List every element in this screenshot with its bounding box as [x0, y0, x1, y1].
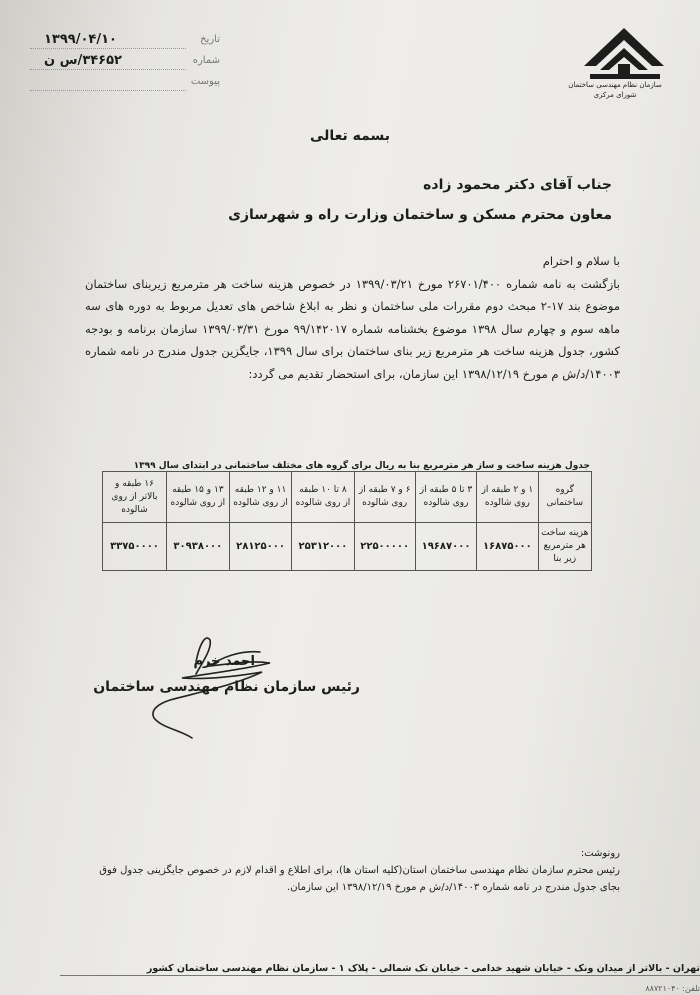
date-label: تاریخ: [200, 34, 220, 45]
table-header-row: [103, 472, 592, 523]
table-cell: ۳۰۹۳۸۰۰۰: [166, 523, 229, 571]
org-name: سازمان نظام مهندسی ساختمان: [568, 81, 662, 89]
column-header: ۶ و ۷ طبقه از روی شالوده: [354, 472, 415, 523]
date-underline: [30, 48, 186, 49]
table-cell: ۱۶۸۷۵۰۰۰: [477, 523, 538, 571]
table-cell: ۳۳۷۵۰۰۰۰: [103, 523, 167, 571]
cc-text: رئیس محترم سازمان نظام مهندسی ساختمان استان(کلیه استان ها)، برای اطلاع و اقدام لازم در خصوص جایگزینی جدول فوق بجای جدول مندرج در نامه شماره ۱۴۰۰۳/د/ش م مورخ ۱۳۹۸/۱۲/۱۹ این سازمان.: [99, 865, 620, 893]
greeting: با سلام و احترام: [542, 254, 620, 268]
table-cell: ۲۲۵۰۰۰۰۰: [354, 523, 415, 571]
table-row: [103, 523, 592, 571]
table-cell: ۱۹۶۸۷۰۰۰: [415, 523, 476, 571]
column-header: ۱۳ و ۱۵ طبقه از روی شالوده: [166, 472, 229, 523]
number-label: شماره: [192, 55, 220, 66]
table-cell: ۲۸۱۲۵۰۰۰: [229, 523, 292, 571]
footer-phone: تلفن: ۸۸۷۲۱۰۴۰: [645, 984, 700, 993]
attachment-label: پیوست: [190, 76, 220, 87]
addressee: [228, 170, 612, 230]
org-sub: شورای مرکزی: [593, 91, 637, 99]
footer-address: تهران - بالاتر از میدان ونک - خیابان شهید خدامی - خیابان تک شمالی - پلاک ۱ - سازمان نظام مهندسی ساختمان کشور: [146, 963, 700, 974]
column-header: ۱۶ طبقه و بالاتر از روی شالوده: [103, 472, 167, 523]
signatory-title: رئیس سازمان نظام مهندسی ساختمان: [93, 679, 360, 695]
body-paragraph: بازگشت به نامه شماره ۲۶۷۰۱/۴۰۰ مورخ ۱۳۹۹/۰۳/۲۱ در خصوص هزینه ساخت هر مترمربع زیربنای ساختمان موضوع بند ۱۷-۲ مبحث دوم مقررات ملی ساختمان و نظر به ابلاغ شاخص های تعدیل مربوط به دوره های سه ماهه سوم و چهارم سال ۱۳۹۸ موضوع بخشنامه شماره ۹۹/۱۴۲۰۱۷ مورخ ۱۳۹۹/۰۳/۳۱ سازمان برنامه و بودجه کشور، جدول هزینه ساخت هر مترمربع زیر بنای ساختمان برای سال ۱۳۹۹، جایگزین جدول مندرج در نامه شماره ۱۴۰۰۳/د/ش م مورخ ۱۳۹۸/۱۲/۱۹ این سازمان، برای استحضار تقدیم می گردد:: [85, 276, 621, 381]
column-header: ۱ و ۲ طبقه از روی شالوده: [477, 472, 538, 523]
date-row: [30, 32, 220, 53]
attachment-row: [30, 74, 220, 95]
number-underline: [30, 69, 186, 70]
row-label: هزینه ساخت هر مترمربع زیر بنا: [538, 523, 592, 571]
number-row: [30, 53, 220, 74]
row-header-label: گروه ساختمانی: [538, 472, 592, 523]
table-title: جدول هزینه ساخت و ساز هر مترمربع بنا به ریال برای گروه های مختلف ساختمانی در ابتدای سال ۱۳۹۹: [133, 461, 590, 471]
letter-meta: [30, 32, 220, 95]
table-cell: ۲۵۳۱۲۰۰۰: [292, 523, 354, 571]
footer-divider: [60, 975, 700, 976]
cc-label: رونوشت:: [580, 848, 620, 859]
date-value: ۱۳۹۹/۰۴/۱۰: [44, 32, 117, 47]
number-value: ۳۴۶۵۲/س ن: [44, 53, 122, 68]
column-header: ۳ تا ۵ طبقه از روی شالوده: [415, 472, 476, 523]
column-header: ۱۱ و ۱۲ طبقه از روی شالوده: [229, 472, 292, 523]
signatory-name: احمد خرم: [193, 654, 255, 669]
cost-table: [102, 471, 592, 571]
addressee-name: جناب آقای دکتر محمود زاده: [423, 177, 612, 193]
org-name-block: [560, 80, 670, 100]
cc-block: [80, 845, 620, 896]
bismillah: بسمه تعالی: [309, 128, 391, 144]
column-header: ۸ تا ۱۰ طبقه از روی شالوده: [292, 472, 354, 523]
attachment-underline: [30, 90, 186, 91]
addressee-title: معاون محترم مسکن و ساختمان وزارت راه و شهرسازی: [228, 207, 612, 223]
letter-body: [85, 250, 620, 385]
